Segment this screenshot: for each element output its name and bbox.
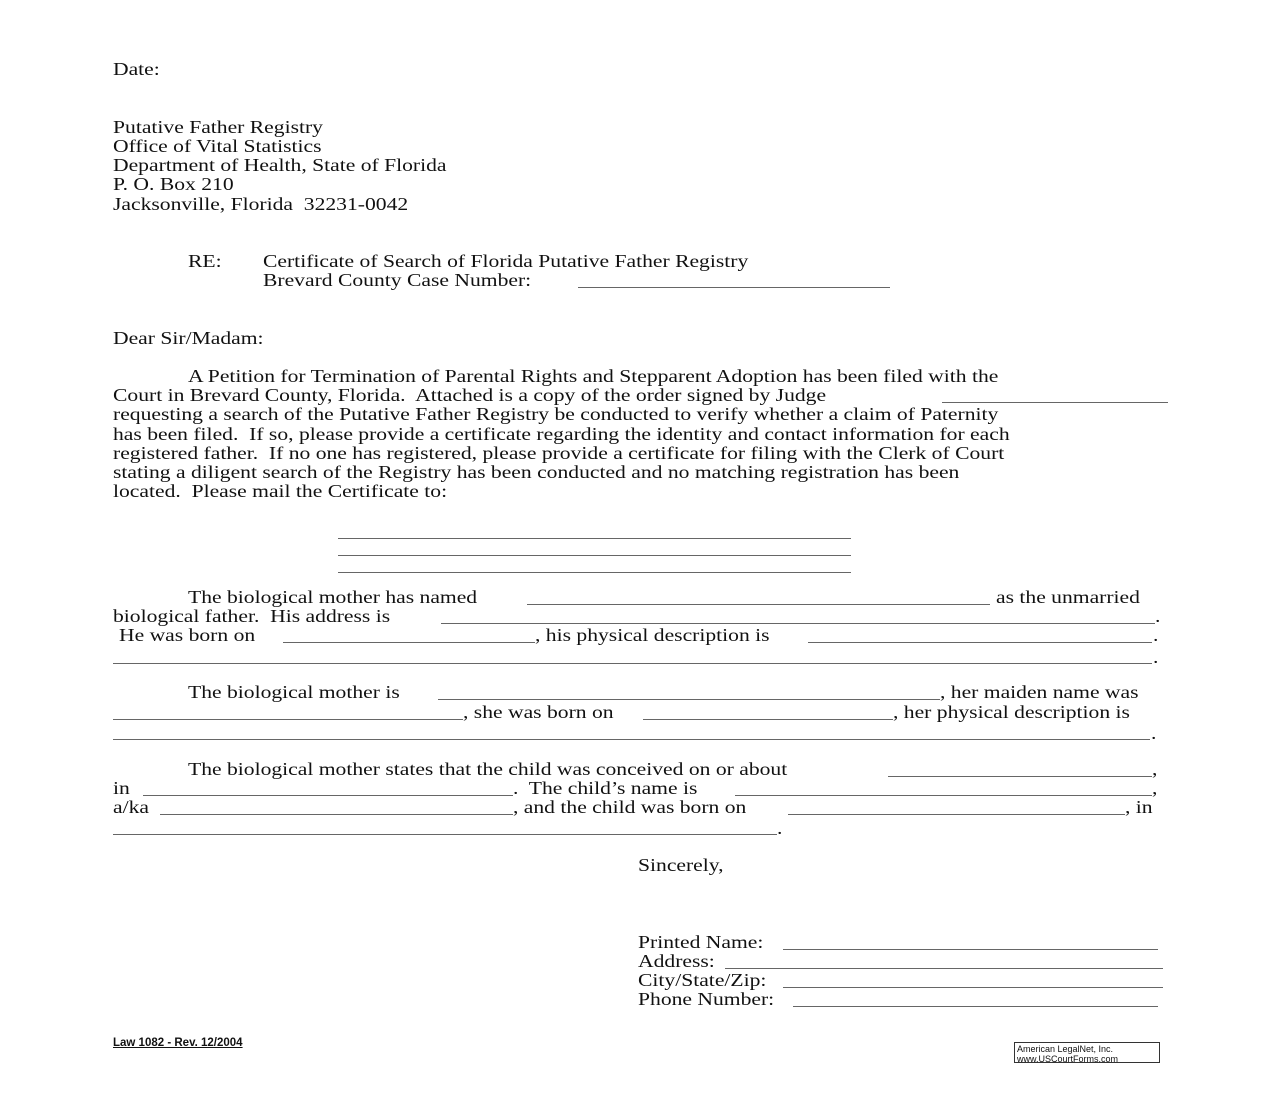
paragraph-text: . [1153, 647, 1159, 667]
paragraph-text: , her maiden name was [940, 682, 1139, 702]
re-label: RE: [188, 251, 222, 271]
maiden-name-blank[interactable] [113, 719, 463, 720]
mother-description-blank[interactable] [113, 739, 1150, 740]
conception-place-blank[interactable] [143, 795, 513, 796]
phone-number-blank[interactable] [793, 1006, 1158, 1007]
paragraph-text: . [777, 818, 783, 838]
paragraph-text: . The child’s name is [513, 778, 698, 798]
paragraph-line: located. Please mail the Certificate to: [113, 481, 448, 501]
address-line: P. O. Box 210 [113, 174, 234, 194]
paragraph-text: He was born on [119, 625, 256, 645]
child-birthdate-blank[interactable] [788, 814, 1125, 815]
publisher-website: www.USCourtForms.com [1017, 1054, 1119, 1064]
date-label: Date: [113, 59, 160, 79]
paragraph-text: , his physical description is [535, 625, 770, 645]
paragraph-text: . [1155, 606, 1161, 626]
conception-date-blank[interactable] [888, 776, 1152, 777]
publisher-name: American LegalNet, Inc. [1017, 1044, 1114, 1054]
paragraph-text: as the unmarried [996, 587, 1140, 607]
father-description-blank[interactable] [113, 663, 1152, 664]
paragraph-text: , her physical description is [893, 702, 1130, 722]
printed-name-blank[interactable] [783, 949, 1158, 950]
paragraph-text: , and the child was born on [513, 797, 747, 817]
paragraph-line: requesting a search of the Putative Father Registry be conducted to verify whether a claim of Paternity [113, 404, 999, 424]
child-aka-blank[interactable] [160, 814, 513, 815]
child-name-blank[interactable] [735, 795, 1152, 796]
paragraph-text: biological father. His address is [113, 606, 391, 626]
address-line: Department of Health, State of Florida [113, 155, 447, 175]
address-label: Address: [638, 951, 715, 971]
case-number-blank[interactable] [578, 287, 890, 288]
mother-birthdate-blank[interactable] [643, 719, 893, 720]
child-birthplace-blank[interactable] [113, 834, 777, 835]
closing: Sincerely, [638, 855, 724, 875]
city-state-zip-blank[interactable] [783, 987, 1163, 988]
city-state-zip-label: City/State/Zip: [638, 970, 767, 990]
case-number-label: Brevard County Case Number: [263, 270, 532, 290]
phone-number-label: Phone Number: [638, 989, 775, 1009]
paragraph-text: , in [1125, 797, 1153, 817]
paragraph-line: Court in Brevard County, Florida. Attached is a copy of the order signed by Judge [113, 385, 827, 405]
address-blank[interactable] [725, 968, 1163, 969]
paragraph-text: The biological mother states that the child was conceived on or about [188, 759, 788, 779]
paragraph-text: , [1152, 778, 1158, 798]
father-name-blank[interactable] [527, 604, 990, 605]
paragraph-text: The biological mother is [188, 682, 400, 702]
salutation: Dear Sir/Madam: [113, 328, 264, 348]
re-subject: Certificate of Search of Florida Putative Father Registry [263, 251, 749, 271]
paragraph-line: stating a diligent search of the Registry has been conducted and no matching registration has been [113, 462, 960, 482]
publisher-box [1014, 1042, 1160, 1063]
paragraph-line: has been filed. If so, please provide a certificate regarding the identity and contact information for each [113, 424, 1010, 444]
mail-to-blank[interactable] [338, 538, 851, 539]
paragraph-text: , [1152, 759, 1158, 779]
printed-name-label: Printed Name: [638, 932, 764, 952]
address-line: Putative Father Registry [113, 117, 323, 137]
paragraph-line: A Petition for Termination of Parental Rights and Stepparent Adoption has been filed with the [188, 366, 999, 386]
address-line: Jacksonville, Florida 32231-0042 [113, 194, 409, 214]
paragraph-text: . [1153, 625, 1159, 645]
mail-to-blank[interactable] [338, 572, 851, 573]
paragraph-text: The biological mother has named [188, 587, 478, 607]
paragraph-text: . [1151, 723, 1157, 743]
mail-to-blank[interactable] [338, 555, 851, 556]
form-id: Law 1082 - Rev. 12/2004 [113, 1037, 243, 1049]
mother-name-blank[interactable] [438, 699, 940, 700]
father-description-blank[interactable] [808, 642, 1152, 643]
paragraph-line: registered father. If no one has registered, please provide a certificate for filing with the Clerk of Court [113, 443, 1005, 463]
father-birthdate-blank[interactable] [283, 642, 535, 643]
paragraph-text: a/ka [113, 797, 149, 817]
address-line: Office of Vital Statistics [113, 136, 322, 156]
paragraph-text: , she was born on [463, 702, 614, 722]
paragraph-text: in [113, 778, 130, 798]
